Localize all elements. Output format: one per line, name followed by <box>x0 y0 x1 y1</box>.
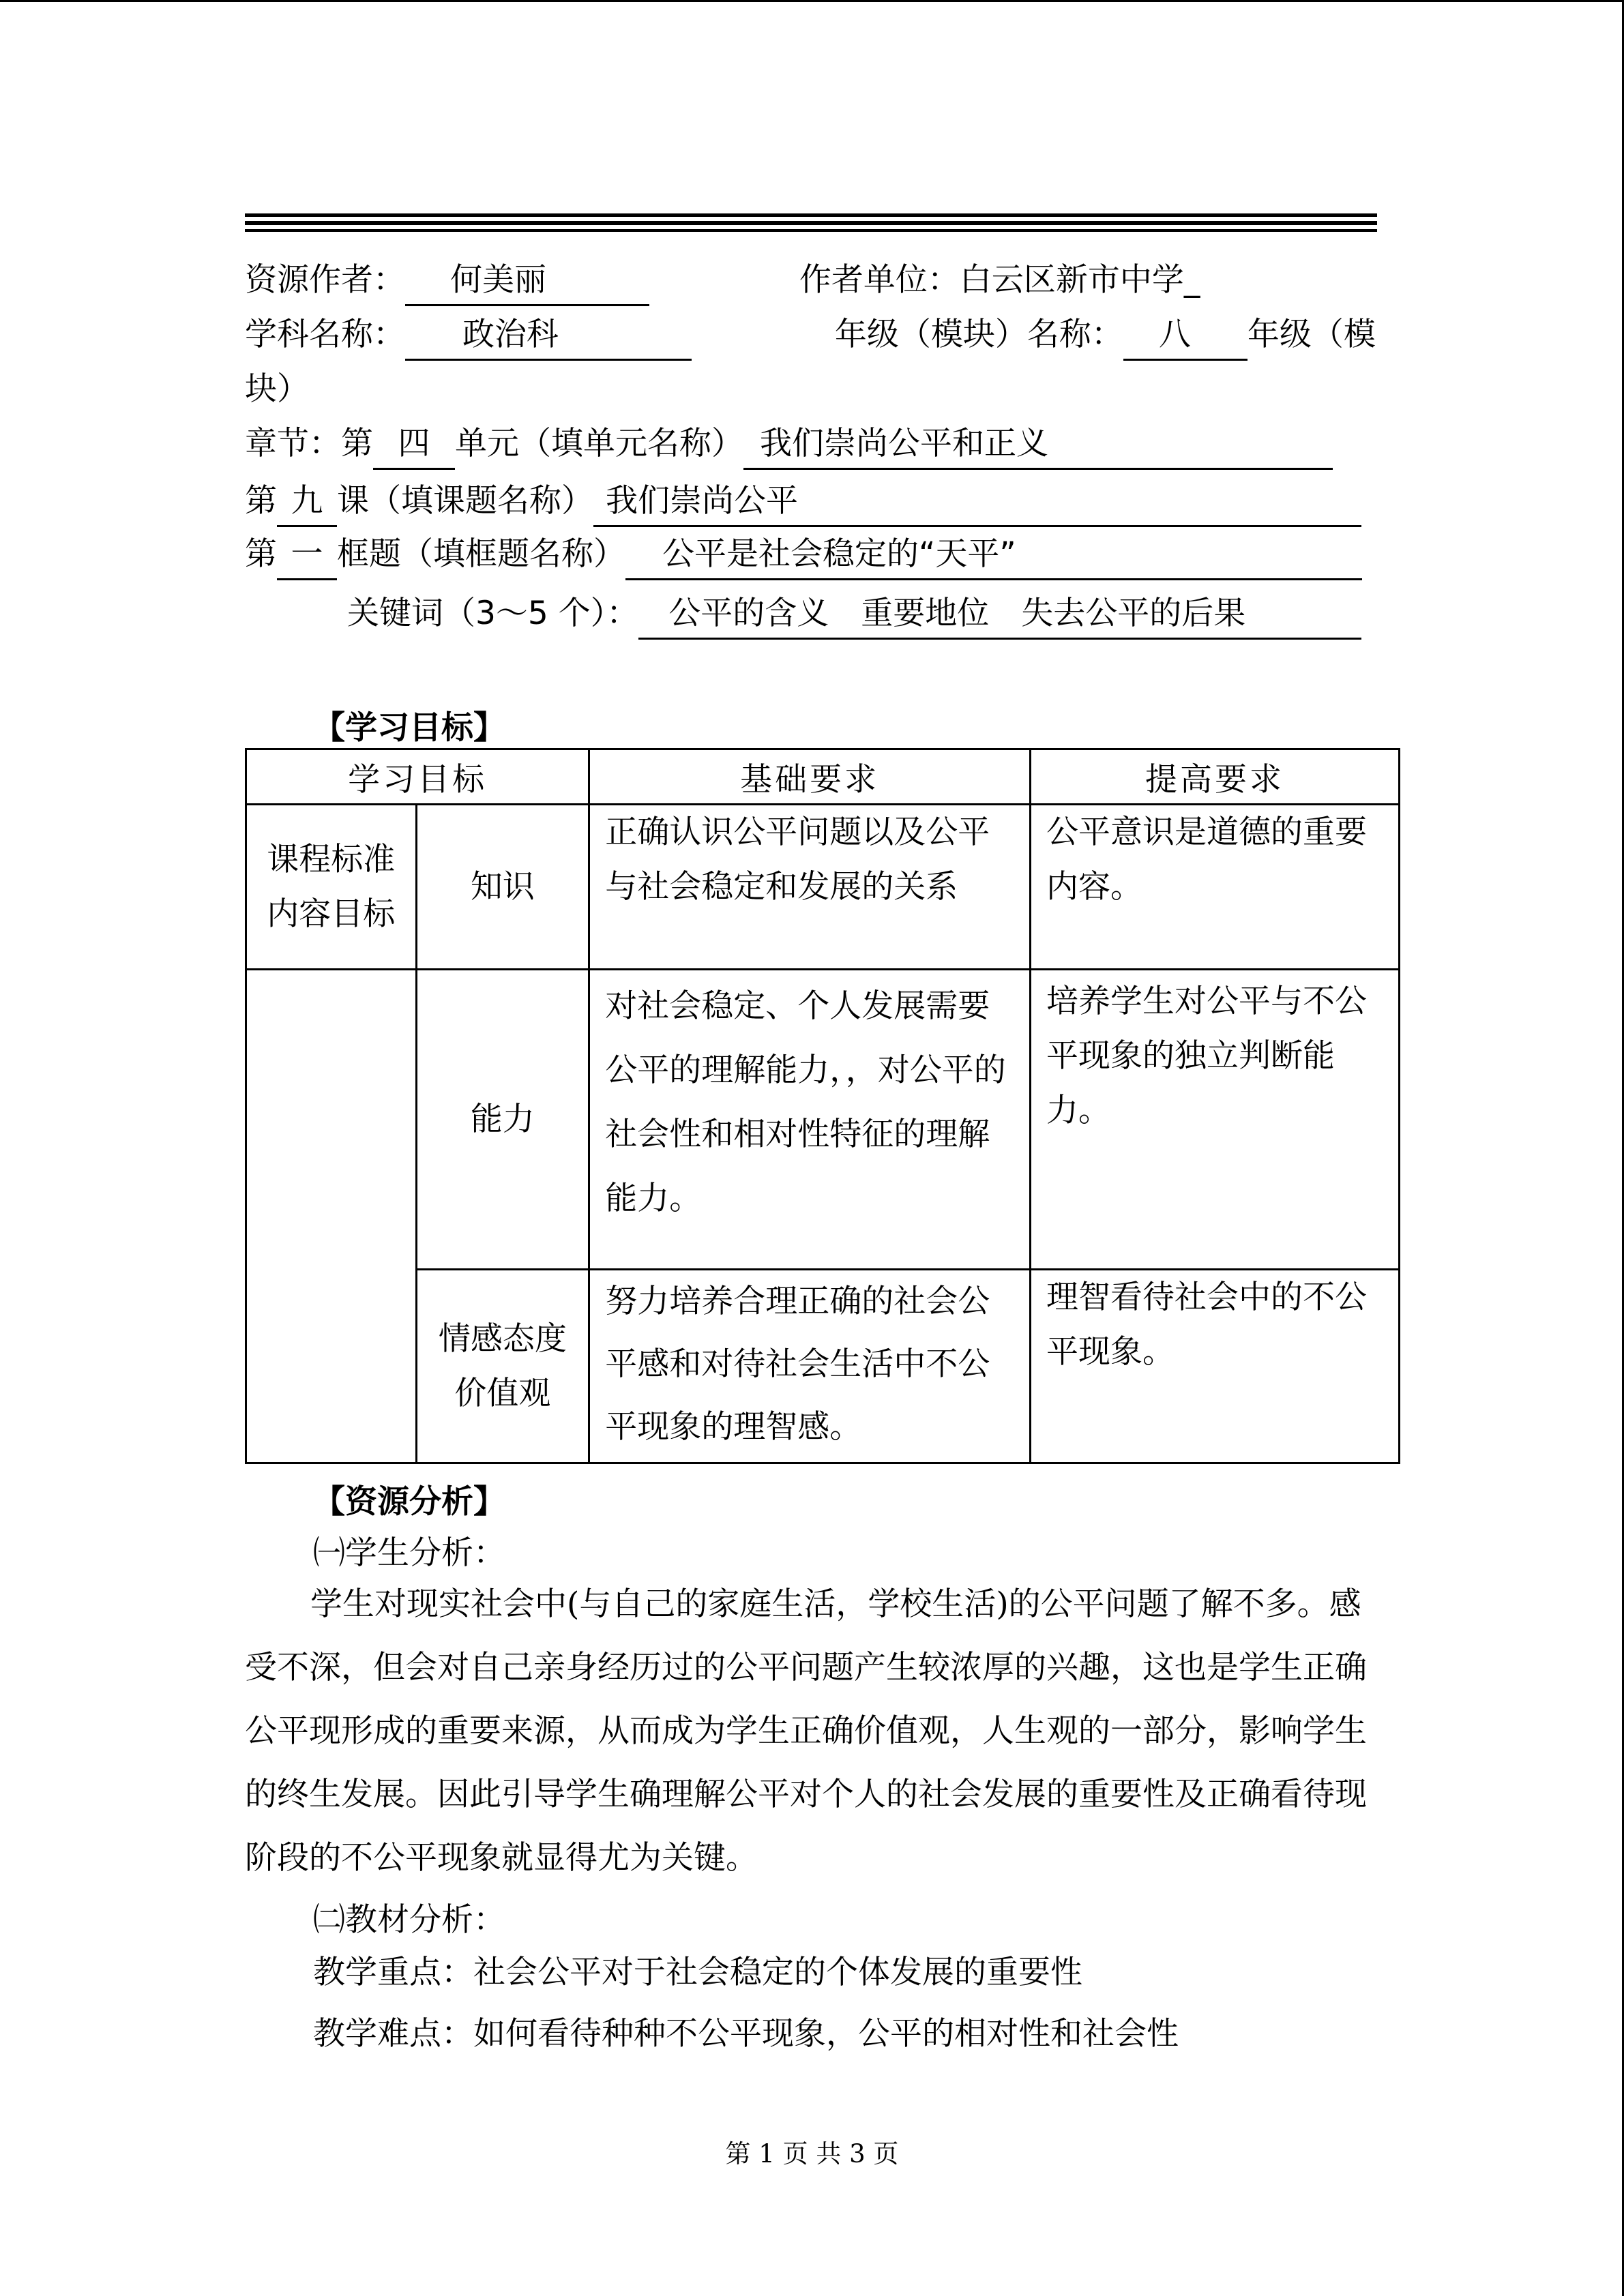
goal-header: 学习目标 <box>246 749 589 805</box>
lesson-number: 九 <box>277 477 337 527</box>
analysis-section-title: 【资源分析】 <box>313 1483 505 1521</box>
frame-name: 公平是社会稳定的“天平” <box>625 531 1362 580</box>
goals-table <box>245 748 1400 1464</box>
student-analysis-heading: ㈠学生分析： <box>313 1534 505 1572</box>
grade-field: 八 <box>1123 311 1247 361</box>
advanced-header: 提高要求 <box>1031 749 1400 805</box>
header-rule-bottom <box>245 229 1377 232</box>
grade-label: 年级（模块）名称： <box>834 316 1123 353</box>
lesson-line: 第 九 课（填课题名称） 我们崇尚公平 <box>245 477 1361 527</box>
row-group-blank-cell <box>246 970 417 1463</box>
material-analysis-heading: ㈡教材分析： <box>313 1901 505 1939</box>
subject-line <box>245 311 1376 361</box>
advanced-cell: 理智看待社会中的不公平现象。 <box>1031 1270 1400 1463</box>
header-rule-middle <box>245 221 1377 225</box>
basic-cell: 努力培养合理正确的社会公平感和对待社会生活中不公平现象的理智感。 <box>589 1270 1031 1463</box>
chapter-number: 四 <box>373 420 455 470</box>
basic-cell: 对社会稳定、个人发展需要公平的理解能力，，对公平的社会性和相对性特征的理解能力。 <box>589 970 1031 1270</box>
chapter-line: 章节：第 四 单元（填单元名称） 我们崇尚公平和正义 <box>245 420 1377 470</box>
chapter-name: 我们崇尚公平和正义 <box>743 420 1333 470</box>
page-footer: 第 1 页 共 3 页 <box>725 2139 899 2168</box>
author-line <box>245 256 1200 306</box>
goal-type-cell: 情感态度价值观 <box>416 1270 589 1463</box>
basic-cell: 正确认识公平问题以及公平与社会稳定和发展的关系 <box>589 805 1031 970</box>
goals-section-title: 【学习目标】 <box>313 709 505 747</box>
student-analysis-text: 学生对现实社会中(与自己的家庭生活，学校生活)的公平问题了解不多。感受不深，但会对自己亲身经历过的公平问题产生较浓厚的兴趣，这也是学生正确公平现形成的重要来源，从而成为学生正确价值观，人生观的一部分，影响学生的终生发展。因此引导学生确理解公平对个人的社会发展的重要性及正确看待现阶段的不公平现象就显得尤为关键。 <box>245 1585 1367 1877</box>
grade-suffix: 年级（模 <box>1247 316 1376 353</box>
row-group-cell: 课程标准内容目标 <box>246 805 417 970</box>
header-rule-top <box>245 213 1377 217</box>
subject-field: 政治科 <box>405 311 692 361</box>
table-row <box>246 805 1400 970</box>
keywords-line: 关键词（3～5 个）： 公平的含义 重要地位 失去公平的后果 <box>347 590 1361 640</box>
advanced-cell: 培养学生对公平与不公平现象的独立判断能力。 <box>1031 970 1400 1270</box>
teaching-key-point: 教学重点：社会公平对于社会稳定的个体发展的重要性 <box>313 1954 1082 1991</box>
goals-header-row <box>246 749 1400 805</box>
table-row <box>246 970 1400 1270</box>
lesson-name: 我们崇尚公平 <box>593 477 1361 527</box>
author-field: 何美丽 <box>405 256 649 306</box>
unit-label: 作者单位： <box>799 261 960 299</box>
author-label: 资源作者： <box>245 261 405 299</box>
frame-line: 第 一 框题（填框题名称） 公平是社会稳定的“天平” <box>245 531 1362 580</box>
basic-header: 基础要求 <box>589 749 1031 805</box>
teaching-difficulty: 教学难点：如何看待种种不公平现象，公平的相对性和社会性 <box>313 2015 1179 2053</box>
goal-type-cell: 能力 <box>416 970 589 1270</box>
advanced-cell: 公平意识是道德的重要内容。 <box>1031 805 1400 970</box>
table-row <box>246 1270 1400 1463</box>
subject-label: 学科名称： <box>245 316 405 353</box>
frame-number: 一 <box>277 531 337 580</box>
keywords-field: 公平的含义 重要地位 失去公平的后果 <box>638 590 1361 640</box>
unit-value: 白云区新市中学_ <box>959 261 1200 299</box>
grade-suffix-line: 块） <box>245 370 309 408</box>
goal-type-cell: 知识 <box>416 805 589 970</box>
